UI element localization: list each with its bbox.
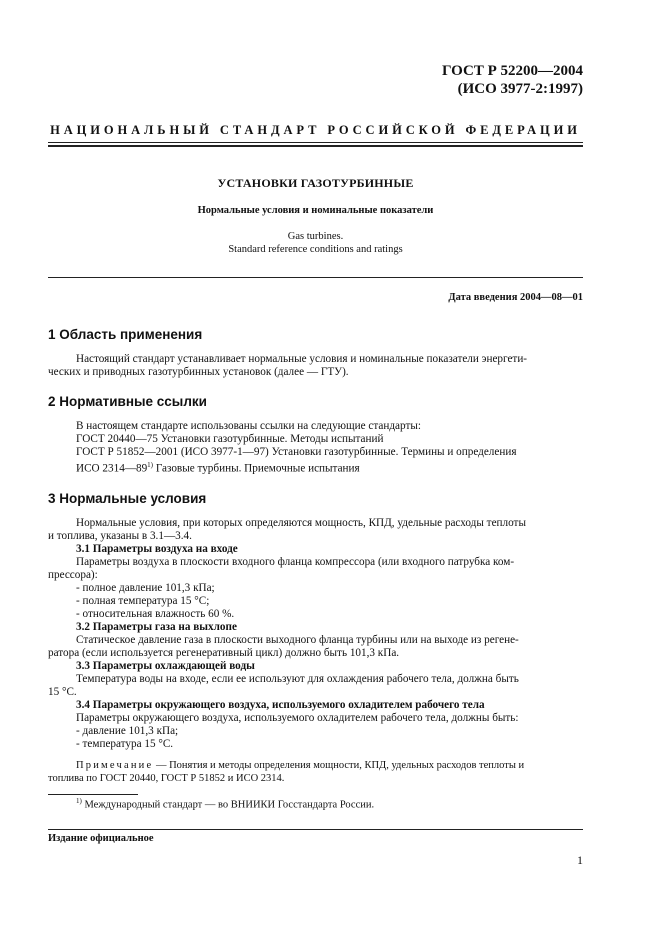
- footnote-text: Международный стандарт — во ВНИИКИ Госстандарта России.: [81, 799, 375, 811]
- subsection-3-4: [76, 699, 583, 751]
- section-1-text: [48, 353, 583, 379]
- subsection-3-1-line2: прессора):: [48, 568, 98, 581]
- document-subtitle: Нормальные условия и номинальные показатели: [197, 205, 434, 216]
- section-3-heading: 3 Нормальные условия: [48, 490, 207, 506]
- reference-3-text: Газовые турбины. Приемочные испытания: [153, 462, 360, 475]
- page-number: 1: [577, 853, 583, 867]
- subsection-3-1-heading: 3.1 Параметры воздуха на входе: [76, 542, 238, 555]
- reference-3-code: ИСО 2314—89: [76, 462, 148, 475]
- english-title-line1: Gas turbines.: [287, 231, 344, 242]
- subsection-3-4-line1: Параметры окружающего воздуха, используемого охладителем рабочего тела, должны быть:: [76, 711, 519, 724]
- subsection-3-3-line1: Температура воды на входе, если ее используют для охлаждения рабочего тела, должна быть: [76, 672, 519, 685]
- section-1-line1: Настоящий стандарт устанавливает нормальные условия и номинальные показатели энергети-: [76, 353, 528, 365]
- footnote-mark: 1): [76, 797, 82, 805]
- standard-code-line1: ГОСТ Р 52200—2004: [441, 63, 583, 79]
- banner-rule-thick: [48, 145, 583, 147]
- section-2-intro: В настоящем стандарте использованы ссылки на следующие стандарты:: [76, 420, 421, 432]
- section-2-refs: [76, 420, 583, 476]
- section-1-heading: 1 Область применения: [48, 327, 203, 342]
- subsection-3-2: [48, 620, 583, 660]
- official-edition-label: Издание официальное: [48, 833, 154, 844]
- title-rule: [48, 277, 583, 278]
- list-item: - полное давление 101,3 кПа;: [76, 581, 215, 594]
- banner-rule-thin: [48, 142, 583, 143]
- subsection-3-4-heading: 3.4 Параметры окружающего воздуха, используемого охладителем рабочего тела: [76, 698, 485, 711]
- subsection-3-1: [48, 542, 583, 621]
- list-item: - полная температура 15 °С;: [76, 594, 210, 607]
- national-standard-banner: НАЦИОНАЛЬНЫЙ СТАНДАРТ РОССИЙСКОЙ ФЕДЕРАЦИИ: [50, 123, 581, 137]
- english-title-line2: Standard reference conditions and ratings: [228, 244, 403, 255]
- section-2-heading: 2 Нормативные ссылки: [48, 394, 207, 409]
- list-item: - давление 101,3 кПа;: [76, 724, 179, 737]
- reference-1: ГОСТ 20440—75 Установки газотурбинные. Методы испытаний: [76, 433, 384, 445]
- subsection-3-3: [48, 659, 583, 699]
- main-content: [48, 327, 583, 785]
- subsection-3-2-line2: ратора (если используется регенеративный цикл) должно быть 101,3 кПа.: [48, 646, 400, 659]
- list-item: - относительная влажность 60 %.: [76, 607, 235, 620]
- subsection-3-3-line2: 15 °С.: [48, 685, 77, 698]
- standard-code-line2: (ИСО 3977-2:1997): [457, 81, 583, 97]
- note-line2: топлива по ГОСТ 20440, ГОСТ Р 51852 и ИСО 2314.: [48, 772, 285, 784]
- note-line1: — Понятия и методы определения мощности, КПД, удельных расходов теплоты и: [153, 759, 525, 771]
- note-label: Примечание: [76, 759, 154, 771]
- title-block: [48, 176, 583, 256]
- document-title: УСТАНОВКИ ГАЗОТУРБИННЫЕ: [217, 176, 414, 190]
- subsection-3-2-line1: Статическое давление газа в плоскости выходного фланца турбины или на выходе из регене-: [76, 633, 519, 646]
- subsection-3-3-heading: 3.3 Параметры охлаждающей воды: [76, 659, 255, 672]
- section-3-intro-line1: Нормальные условия, при которых определяются мощность, КПД, удельные расходы теплоты: [76, 516, 526, 529]
- reference-3-footnote-mark: 1): [147, 461, 154, 469]
- introduction-date: Дата введения 2004—08—01: [448, 292, 583, 303]
- list-item: - температура 15 °С.: [76, 737, 174, 750]
- subsection-3-2-heading: 3.2 Параметры газа на выхлопе: [76, 620, 237, 633]
- reference-2: ГОСТ Р 51852—2001 (ИСО 3977-1—97) Установки газотурбинные. Термины и определения: [76, 446, 517, 458]
- section-3-intro-line2: и топлива, указаны в 3.1—3.4.: [48, 529, 192, 542]
- section-3-intro: [48, 516, 583, 543]
- official-rule: [48, 829, 583, 830]
- section-1-line2: ческих и приводных газотурбинных установок (далее — ГТУ).: [48, 366, 349, 378]
- footnote: [76, 797, 374, 811]
- footnote-rule: [48, 794, 138, 795]
- subsection-3-1-line1: Параметры воздуха в плоскости входного фланца компрессора (или входного патрубка ком-: [76, 555, 515, 568]
- note: [48, 759, 583, 785]
- standard-code: [442, 62, 583, 98]
- english-title: [48, 230, 583, 256]
